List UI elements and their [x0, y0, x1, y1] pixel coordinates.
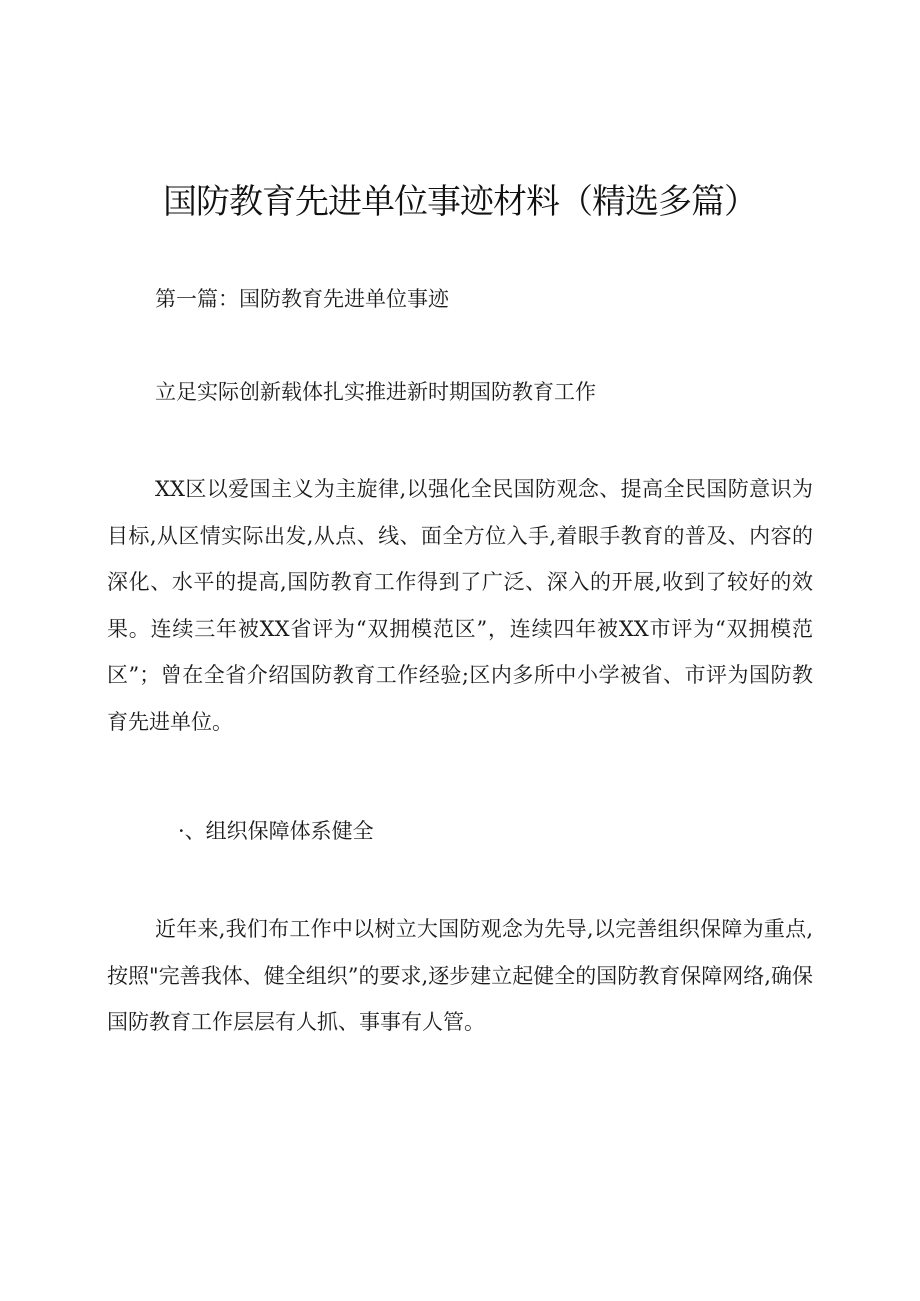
document-title: 国防教育先进单位事迹材料（精选多篇） — [163, 182, 757, 222]
body-paragraph-2: 近年来,我们布工作中以树立大国防观念为先导,以完善组织保障为重点,按照"完善我体、健全组织”的要求,逐步建立起健全的国防教育保障网络,确保国防教育工作层层有人抓、事事有人管。 — [107, 917, 813, 1035]
document-subtitle: 立足实际创新载体扎实推进新时期国防教育工作 — [155, 380, 596, 404]
section-heading: 第一篇：国防教育先进单位事迹 — [155, 287, 449, 311]
body-paragraph-1: XX区以爱国主义为主旋律,以强化全民国防观念、提高全民国防意识为目标,从区情实际出发,从点、线、面全方位入手,着眼手教育的普及、内容的深化、水平的提高,国防教育工作得到了广泛、深入的开展,收到了较好的效果。连续三年被XX省评为“双拥模范区”，连续四年被XX市评为“双拥模范区”；曾在全省介绍国防教育工作经验;区内多所中小学被省、市评为国防教育先进单位。 — [107, 477, 813, 734]
item-heading: ·、组织保障体系健全 — [178, 819, 374, 843]
